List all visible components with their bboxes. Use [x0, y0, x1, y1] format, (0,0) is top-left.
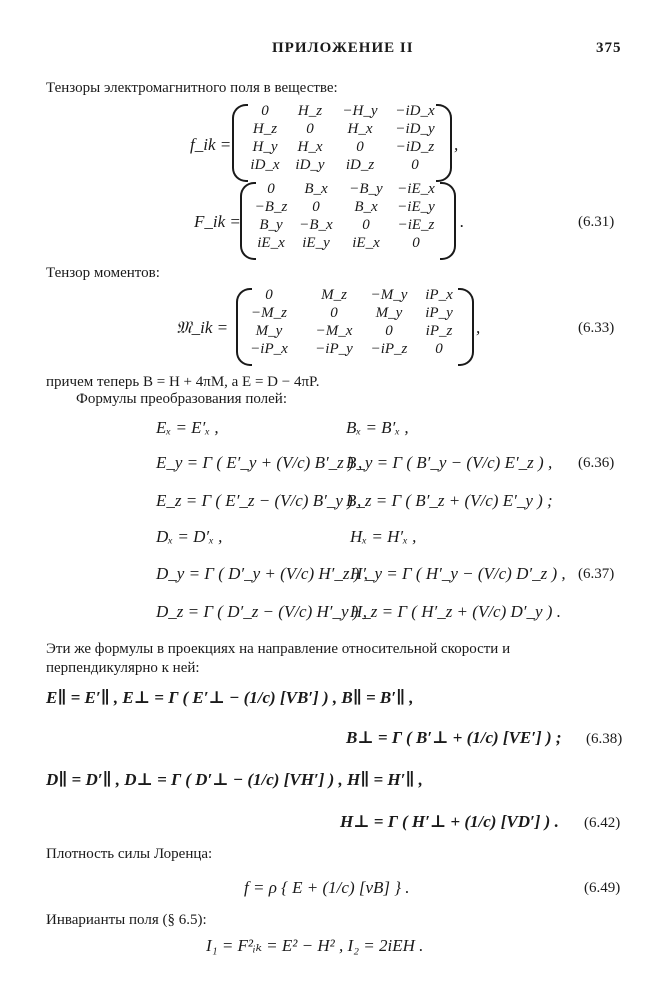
matrix-f-cell: −iD_y [395, 121, 435, 137]
matrix-f-label: f_ik = [190, 135, 232, 154]
matrix-M-cell: M_y [255, 323, 283, 339]
matrix-F-period: . [460, 212, 465, 231]
transform-hz: H_z = Γ ( H′_z + (V/c) D′_y ) . [350, 602, 561, 621]
equation-number-6-49: (6.49) [584, 880, 621, 896]
matrix-M-cell: −M_x [315, 323, 353, 339]
matrix-F-cell: B_y [259, 217, 283, 233]
matrix-M-cell: −iP_x [250, 341, 288, 357]
invariants-intro: Инварианты поля (§ 6.5): [46, 912, 207, 928]
matrix-f-cell: 0 [356, 139, 364, 155]
matrix-M-cell: −M_y [370, 287, 408, 303]
equation-number-6-42: (6.42) [584, 815, 621, 831]
transform-hy: H′_y = Γ ( H′_y − (V/c) D′_z ) , [350, 564, 566, 583]
where-now-text: причем теперь B = H + 4πM, а E = D − 4πP. [46, 374, 320, 390]
matrix-F-cell: 0 [267, 181, 275, 197]
matrix-f-cell: iD_x [250, 157, 280, 173]
matrix-F-cell: 0 [412, 235, 420, 251]
lorentz-formula: f = ρ { E + (1/c) [vB] } . [244, 878, 410, 897]
transform-intro: Формулы преобразования полей: [76, 391, 287, 407]
matrix-F-cell: iE_x [257, 235, 285, 251]
matrix-F-cell: −iE_y [397, 199, 435, 215]
matrix-M-cell: −M_z [251, 305, 287, 321]
matrix-f-cell: H_z [252, 121, 278, 137]
matrix-f-cell: −iD_z [395, 139, 435, 155]
matrix-F-cell: iE_y [302, 235, 330, 251]
equation-number-6-36: (6.36) [578, 455, 615, 471]
transform-by: B_y = Γ ( B′_y − (V/c) E′_z ) , [346, 453, 553, 472]
matrix-F-cell: −iE_x [397, 181, 435, 197]
transform-hx: Hₓ = H′ₓ , [350, 527, 417, 546]
lorentz-intro: Плотность силы Лоренца: [46, 846, 213, 862]
projections-intro: Эти же формулы в проекциях на направление относительной скорости и перпендикулярно к ней: [46, 641, 511, 676]
transform-dy: D_y = Γ ( D′_y + (V/c) H′_z ) , [156, 564, 368, 583]
invariants-formula: I₁ = F²ᵢₖ = E² − H² , I₂ = 2iEH . [206, 936, 424, 955]
matrix-f-cell: H_z [297, 103, 323, 119]
matrix-f-cell: H_x [297, 139, 323, 155]
projection-line-3: D∥ = D′∥ , D⊥ = Γ ( D′⊥ − (1/c) [VH′] ) , H∥ = H′∥ , [46, 770, 423, 789]
moment-intro: Тензор моментов: [46, 265, 160, 281]
matrix-M-cell: M_y [375, 305, 403, 321]
matrix-F-cell: 0 [362, 217, 370, 233]
matrix-F-cell: B_x [304, 181, 328, 197]
matrix-f-cell: iD_y [295, 157, 325, 173]
transform-ex: Eₓ = E′ₓ , [156, 418, 219, 437]
equation-number-6-38: (6.38) [586, 731, 623, 747]
matrix-f-cell: 0 [306, 121, 314, 137]
matrix-f [240, 103, 460, 183]
matrix-F-right-paren [440, 182, 456, 260]
matrix-F-cell: B_x [354, 199, 378, 215]
matrix-f-cell: 0 [411, 157, 419, 173]
matrix-M-cell: 0 [435, 341, 443, 357]
transform-dz: D_z = Γ ( D′_z − (V/c) H′_y ) , [156, 602, 367, 621]
transform-bx: Bₓ = B′ₓ , [346, 418, 409, 437]
transform-ez: E_z = Γ ( E′_z − (V/c) B′_y ) , [156, 491, 362, 510]
matrix-M-cell: iP_z [425, 323, 453, 339]
matrix-M-cell: 0 [330, 305, 338, 321]
projection-line-1: E∥ = E′∥ , E⊥ = Γ ( E′⊥ − (1/c) [VB′] ) , B∥ = B′∥ , [46, 688, 414, 707]
matrix-M-cell: 0 [385, 323, 393, 339]
projection-line-2: B⊥ = Γ ( B′⊥ + (1/c) [VE′] ) ; [346, 728, 562, 747]
transform-bz: B_z = Γ ( B′_z + (V/c) E′_y ) ; [346, 491, 553, 510]
matrix-F-label: F_ik = [194, 212, 241, 231]
matrix-f-cell: H_x [347, 121, 373, 137]
matrix-F [246, 181, 466, 261]
projection-line-4: H⊥ = Γ ( H′⊥ + (1/c) [VD′] ) . [340, 812, 559, 831]
matrix-M [244, 287, 484, 367]
transform-ey: E_y = Γ ( E′_y + (V/c) B′_z ) , [156, 453, 363, 472]
matrix-f-cell: 0 [261, 103, 269, 119]
matrix-F-cell: −B_x [299, 217, 333, 233]
matrix-f-cell: iD_z [345, 157, 375, 173]
matrix-f-cell: −iD_x [395, 103, 435, 119]
matrix-F-cell: 0 [312, 199, 320, 215]
matrix-M-cell: iP_y [425, 305, 453, 321]
transform-dx: Dₓ = D′ₓ , [156, 527, 223, 546]
matrix-M-cell: −iP_z [370, 341, 408, 357]
matrix-f-cell: H_y [252, 139, 278, 155]
matrix-M-cell: M_z [321, 287, 347, 303]
matrix-f-right-paren [436, 104, 452, 182]
matrix-M-label: 𝔐_ik = [176, 318, 229, 337]
equation-number-6-37: (6.37) [578, 566, 615, 582]
page-header-title: ПРИЛОЖЕНИЕ II [272, 40, 414, 56]
matrix-M-cell: iP_x [425, 287, 453, 303]
page-number: 375 [596, 40, 622, 56]
matrix-M-cell: 0 [265, 287, 273, 303]
matrix-F-cell: −B_y [349, 181, 383, 197]
matrix-M-comma: , [476, 318, 481, 337]
matrix-F-cell: iE_x [352, 235, 380, 251]
tensors-intro: Тензоры электромагнитного поля в веществе: [46, 80, 338, 96]
matrix-F-cell: −B_z [254, 199, 288, 215]
matrix-f-cell: −H_y [342, 103, 378, 119]
equation-number-6-31: (6.31) [578, 214, 615, 230]
equation-number-6-33: (6.33) [578, 320, 615, 336]
matrix-M-right-paren [458, 288, 474, 366]
matrix-M-cell: −iP_y [315, 341, 353, 357]
matrix-F-cell: −iE_z [397, 217, 435, 233]
matrix-f-comma: , [454, 135, 459, 154]
